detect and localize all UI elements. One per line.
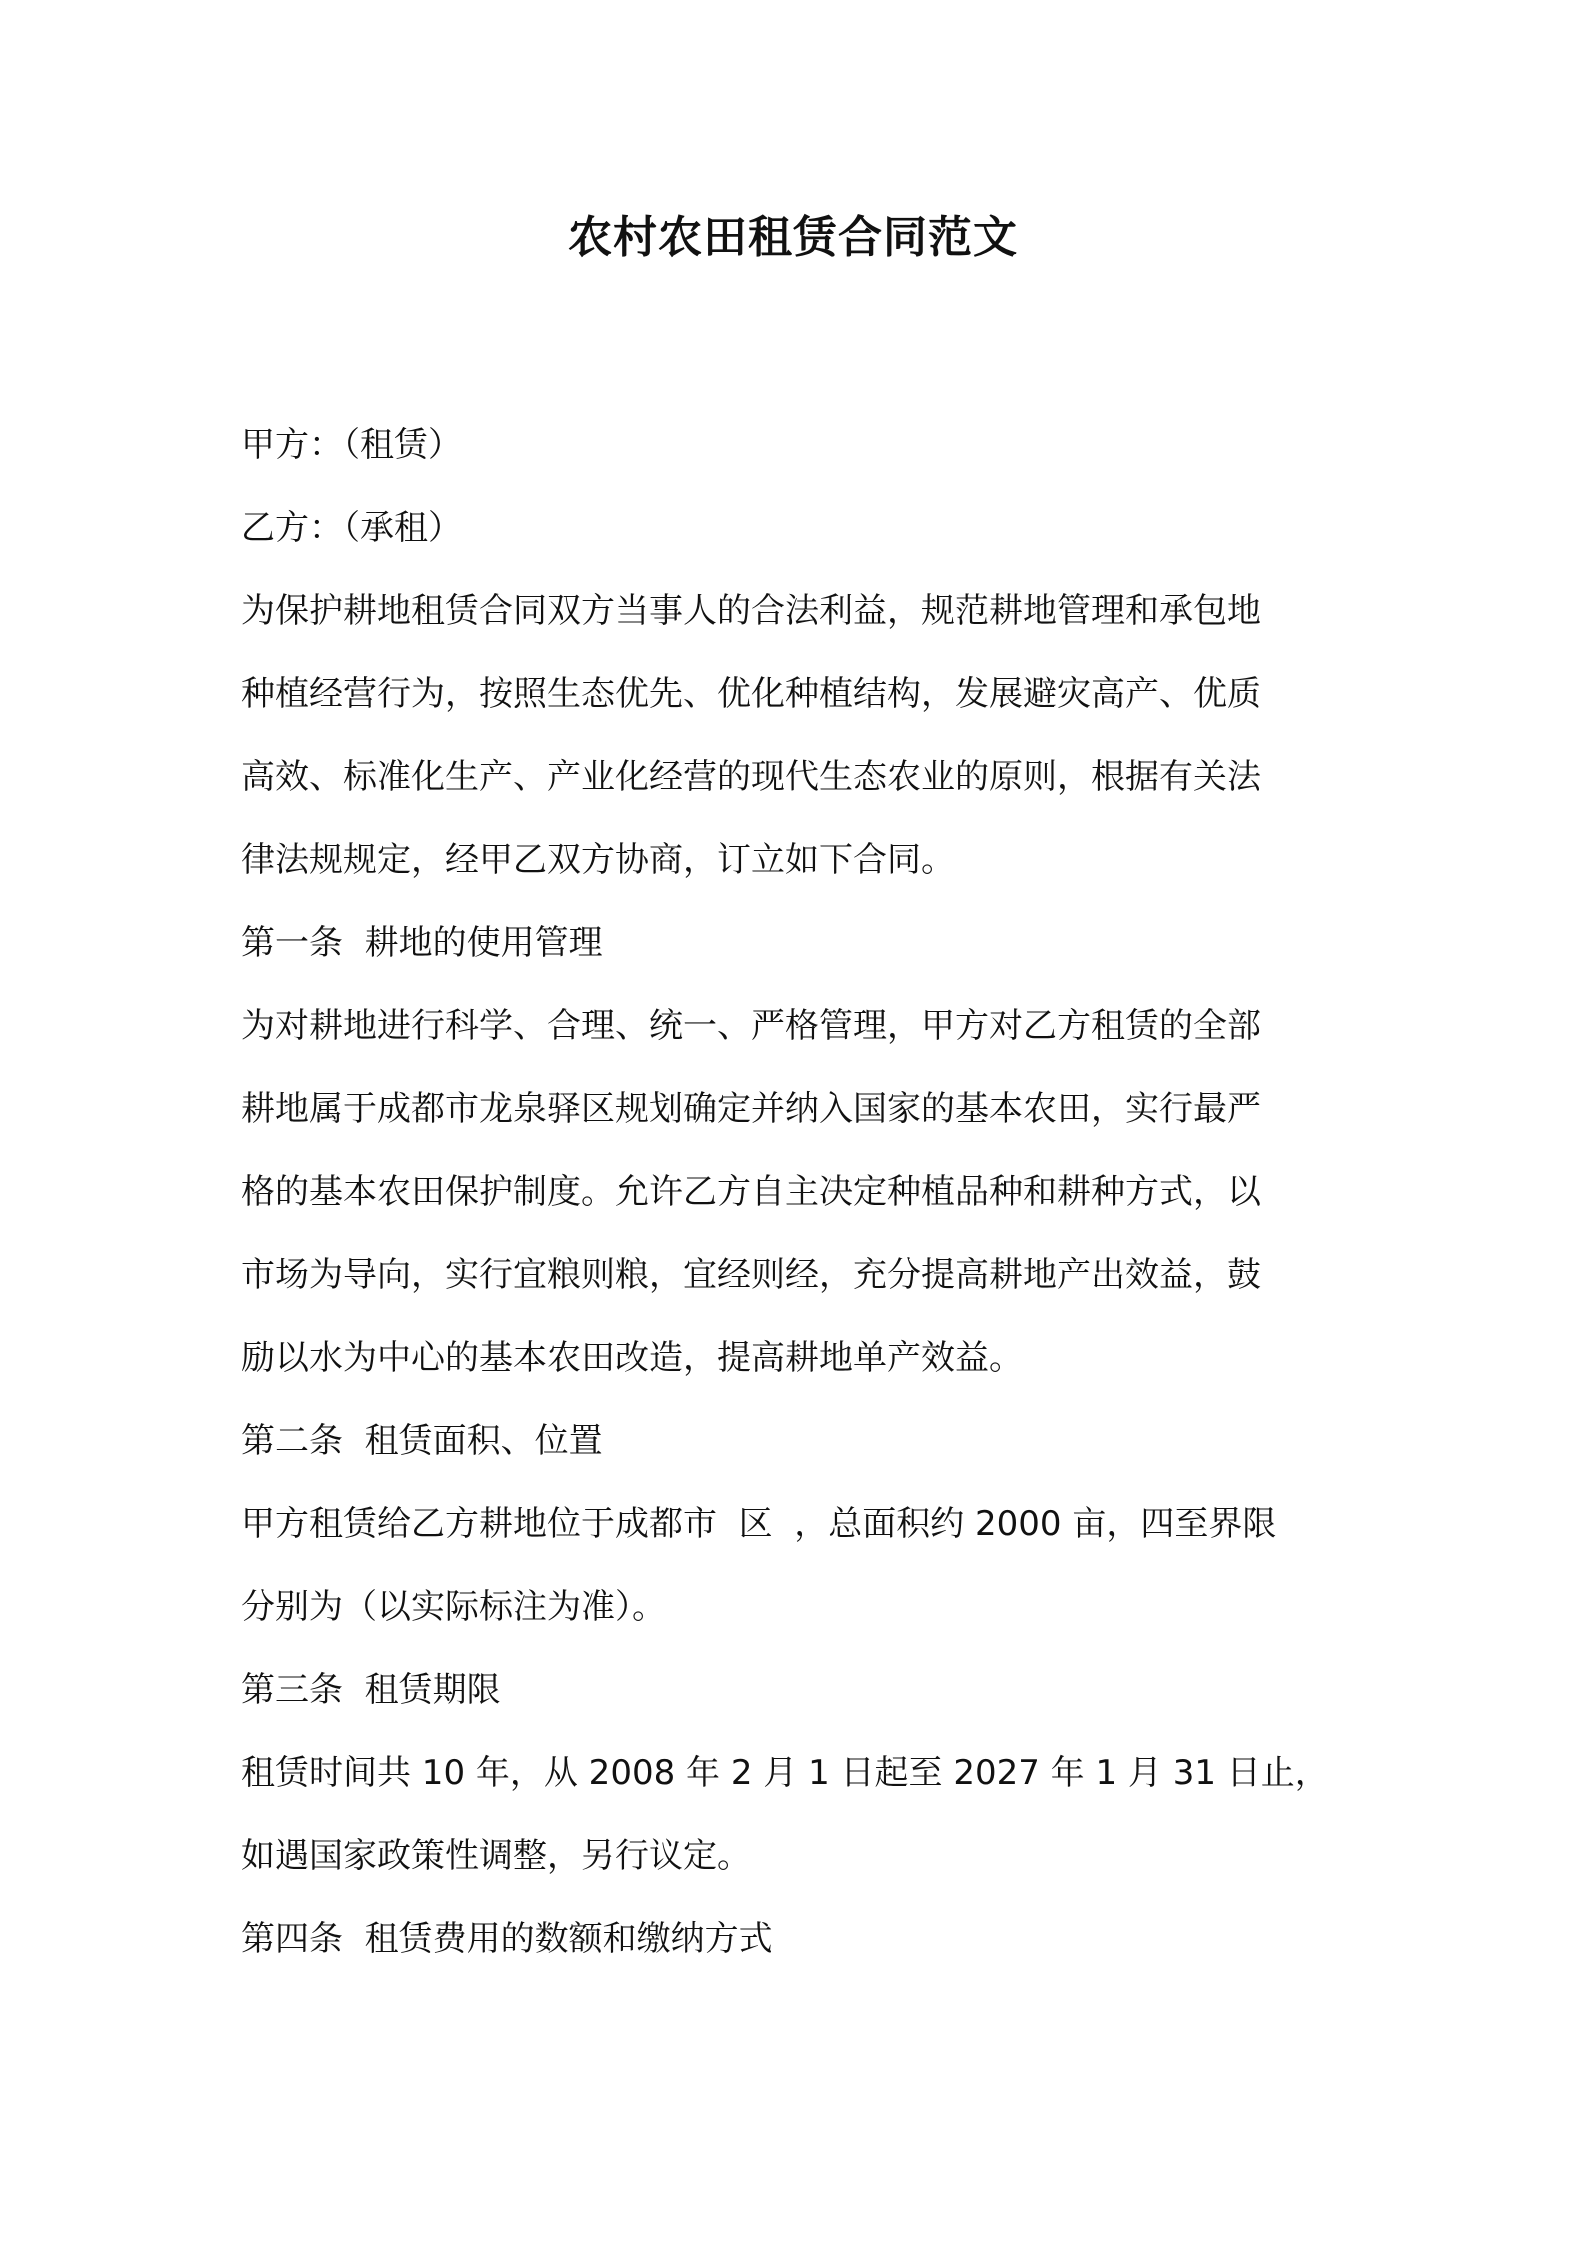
article-1-line-1: 为对耕地进行科学、合理、统一、严格管理，甲方对乙方租赁的全部 <box>241 1006 1261 1046</box>
preamble-line-2: 种植经营行为，按照生态优先、优化种植结构，发展避灾高产、优质 <box>241 674 1261 714</box>
article-3-line-2: 如遇国家政策性调整，另行议定。 <box>241 1836 751 1876</box>
article-1-line-4: 市场为导向，实行宜粮则粮，宜经则经，充分提高耕地产出效益，鼓 <box>241 1255 1261 1295</box>
article-3-line-1: 租赁时间共 10 年，从 2008 年 2 月 1 日起至 2027 年 1 月 31 日止， <box>241 1753 1329 1793</box>
preamble-line-4: 律法规规定，经甲乙双方协商，订立如下合同。 <box>241 840 955 880</box>
article-1-line-2: 耕地属于成都市龙泉驿区规划确定并纳入国家的基本农田，实行最严 <box>241 1089 1261 1129</box>
preamble-line-1: 为保护耕地租赁合同双方当事人的合法利益，规范耕地管理和承包地 <box>241 591 1261 631</box>
preamble-line-3: 高效、标准化生产、产业化经营的现代生态农业的原则，根据有关法 <box>241 757 1261 797</box>
article-1-line-5: 励以水为中心的基本农田改造，提高耕地单产效益。 <box>241 1338 1023 1378</box>
article-2-line-1: 甲方租赁给乙方耕地位于成都市 区 ，总面积约 2000 亩，四至界限 <box>241 1504 1277 1544</box>
party-b-line: 乙方：（承租） <box>241 508 462 548</box>
document-body <box>241 404 1365 1981</box>
party-a-line: 甲方：（租赁） <box>241 425 462 465</box>
document-title: 农村农田租赁合同范文 <box>568 212 1018 263</box>
article-4-heading: 第四条 租赁费用的数额和缴纳方式 <box>241 1919 773 1959</box>
article-2-heading: 第二条 租赁面积、位置 <box>241 1421 603 1461</box>
article-1-line-3: 格的基本农田保护制度。允许乙方自主决定种植品种和耕种方式，以 <box>241 1172 1261 1212</box>
article-2-line-2: 分别为（以实际标注为准）。 <box>241 1587 666 1627</box>
article-3-heading: 第三条 租赁期限 <box>241 1670 501 1710</box>
article-1-heading: 第一条 耕地的使用管理 <box>241 923 603 963</box>
